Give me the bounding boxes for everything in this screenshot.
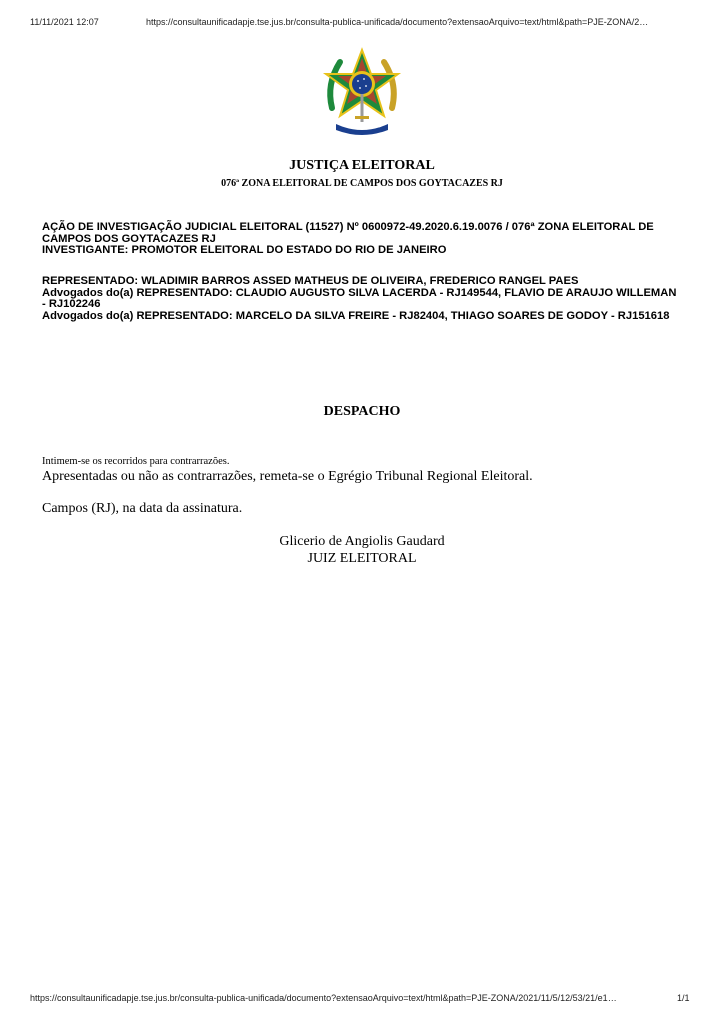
parties-info [42,276,682,322]
court-name: JUSTIÇA ELEITORAL [289,158,435,173]
zone-name: 076ª ZONA ELEITORAL DE CAMPOS DOS GOYTACAZES RJ [221,178,503,189]
party-advogados-2: Advogados do(a) REPRESENTADO: MARCELO DA SILVA FREIRE - RJ82404, THIAGO SOARES DE GODOY - RJ151618 [42,309,670,322]
signature-role: JUIZ ELEITORAL [307,551,417,566]
party-representado: REPRESENTADO: WLADIMIR BARROS ASSED MATHEUS DE OLIVEIRA, FREDERICO RANGEL PAES [42,275,579,287]
print-header-datetime: 11/11/2021 12:07 [30,17,99,27]
despacho-line-1: Apresentadas ou não as contrarrazões, remeta-se o Egrégio Tribunal Regional Eleitoral. [42,469,533,484]
despacho-title: DESPACHO [323,404,401,419]
signature-name: Glicerio de Angiolis Gaudard [279,534,445,549]
case-info [42,222,682,257]
print-footer-url: https://consultaunificadapje.tse.jus.br/consulta-publica-unificada/documento?extensaoArquivo=text/html&path=PJE-ZONA/2021/11/5/12/53/21/e1… [30,993,617,1003]
case-investigante: INVESTIGANTE: PROMOTOR ELEITORAL DO ESTADO DO RIO DE JANEIRO [42,244,447,256]
party-advogados-1: Advogados do(a) REPRESENTADO: CLAUDIO AUGUSTO SILVA LACERDA - RJ149544, FLAVIO DE ARAUJO WILLEMAN - RJ102246 [42,286,677,310]
print-header-url: https://consultaunificadapje.tse.jus.br/consulta-publica-unificada/documento?extensaoArquivo=text/html&path=PJE-ZONA/2… [146,17,649,27]
despacho-line-small: Intimem-se os recorridos para contrarrazões. [42,456,230,467]
despacho-line-2: Campos (RJ), na data da assinatura. [42,501,243,516]
case-action-line: AÇÃO DE INVESTIGAÇÃO JUDICIAL ELEITORAL (11527) Nº 0600972-49.2020.6.19.0076 / 076ª ZONA ELEITORAL DE CAMPOS DOS GOYTACAZES RJ [42,221,654,245]
coat-of-arms-icon [322,46,402,136]
print-footer-page: 1/1 [677,993,690,1003]
